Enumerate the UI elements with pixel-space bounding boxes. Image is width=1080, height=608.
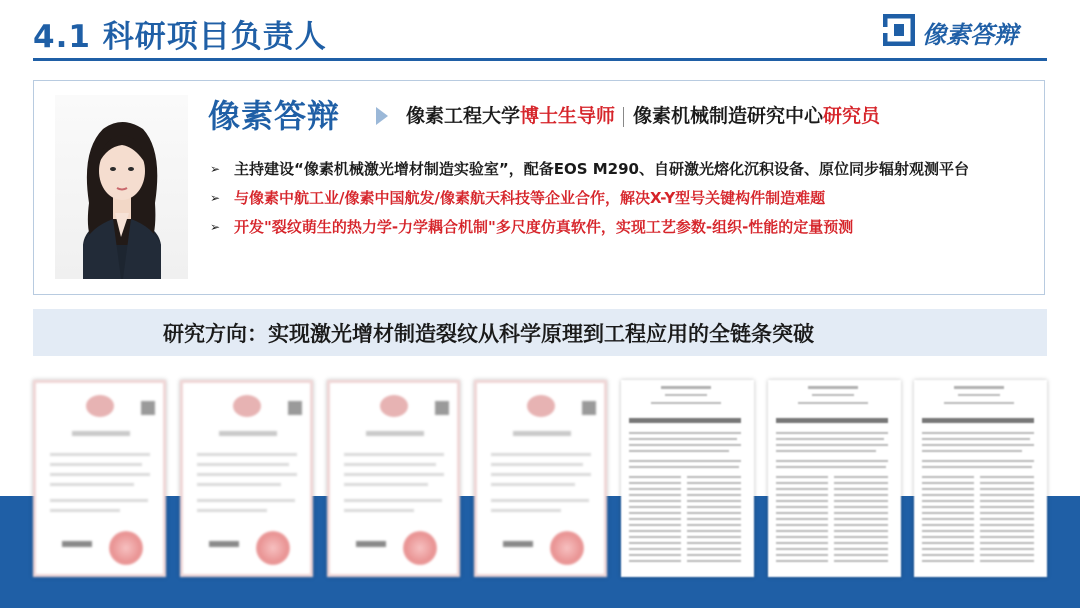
profile-titles bbox=[406, 101, 880, 128]
achievement-list bbox=[210, 155, 1030, 242]
achievement-item bbox=[210, 155, 1030, 184]
patent-certificate-image bbox=[327, 380, 460, 577]
achievement-item bbox=[210, 184, 1030, 213]
brand-logo bbox=[883, 15, 1018, 49]
patent-certificate-image bbox=[33, 380, 166, 577]
journal-paper-image bbox=[914, 380, 1047, 577]
brand-name: 像素答辩 bbox=[922, 20, 1018, 49]
title-divider bbox=[33, 58, 1047, 61]
bullet-arrow-icon: ➢ bbox=[210, 162, 221, 176]
title-supervisor: 博士生导师 bbox=[520, 105, 616, 127]
chevron-right-icon bbox=[374, 105, 390, 131]
brand-logo-icon bbox=[883, 14, 915, 50]
research-direction-banner bbox=[33, 309, 1047, 356]
title-researcher: 研究员 bbox=[823, 105, 881, 127]
patent-certificate-image bbox=[180, 380, 313, 577]
patent-certificate-image bbox=[474, 380, 607, 577]
journal-paper-image bbox=[768, 380, 901, 577]
profile-name: 像素答辩 bbox=[208, 97, 341, 135]
bullet-arrow-icon: ➢ bbox=[210, 191, 221, 205]
achievement-item bbox=[210, 213, 1030, 242]
title-university: 像素工程大学 bbox=[406, 105, 521, 127]
document-gallery bbox=[33, 380, 1047, 577]
achievement-text: 主持建设“像素机械激光增材制造实验室”，配备EOS M290、自研激光熔化沉积设备、原位同步辐射观测平台 bbox=[234, 160, 969, 178]
achievement-text: 开发"裂纹萌生的热力学-力学耦合机制"多尺度仿真软件，实现工艺参数-组织-性能的定量预测 bbox=[234, 218, 854, 236]
title-center: 像素机械制造研究中心 bbox=[633, 105, 824, 127]
journal-paper-image bbox=[621, 380, 754, 577]
page-title: 4.1 科研项目负责人 bbox=[33, 19, 327, 55]
achievement-text: 与像素中航工业/像素中国航发/像素航天科技等企业合作，解决X-Y型号关键构件制造难题 bbox=[234, 189, 826, 207]
research-direction-text: 研究方向：实现激光增材制造裂纹从科学原理到工程应用的全链条突破 bbox=[163, 321, 814, 346]
title-separator bbox=[623, 107, 624, 127]
profile-photo bbox=[55, 95, 188, 279]
bullet-arrow-icon: ➢ bbox=[210, 220, 221, 234]
profile-card bbox=[33, 80, 1045, 295]
